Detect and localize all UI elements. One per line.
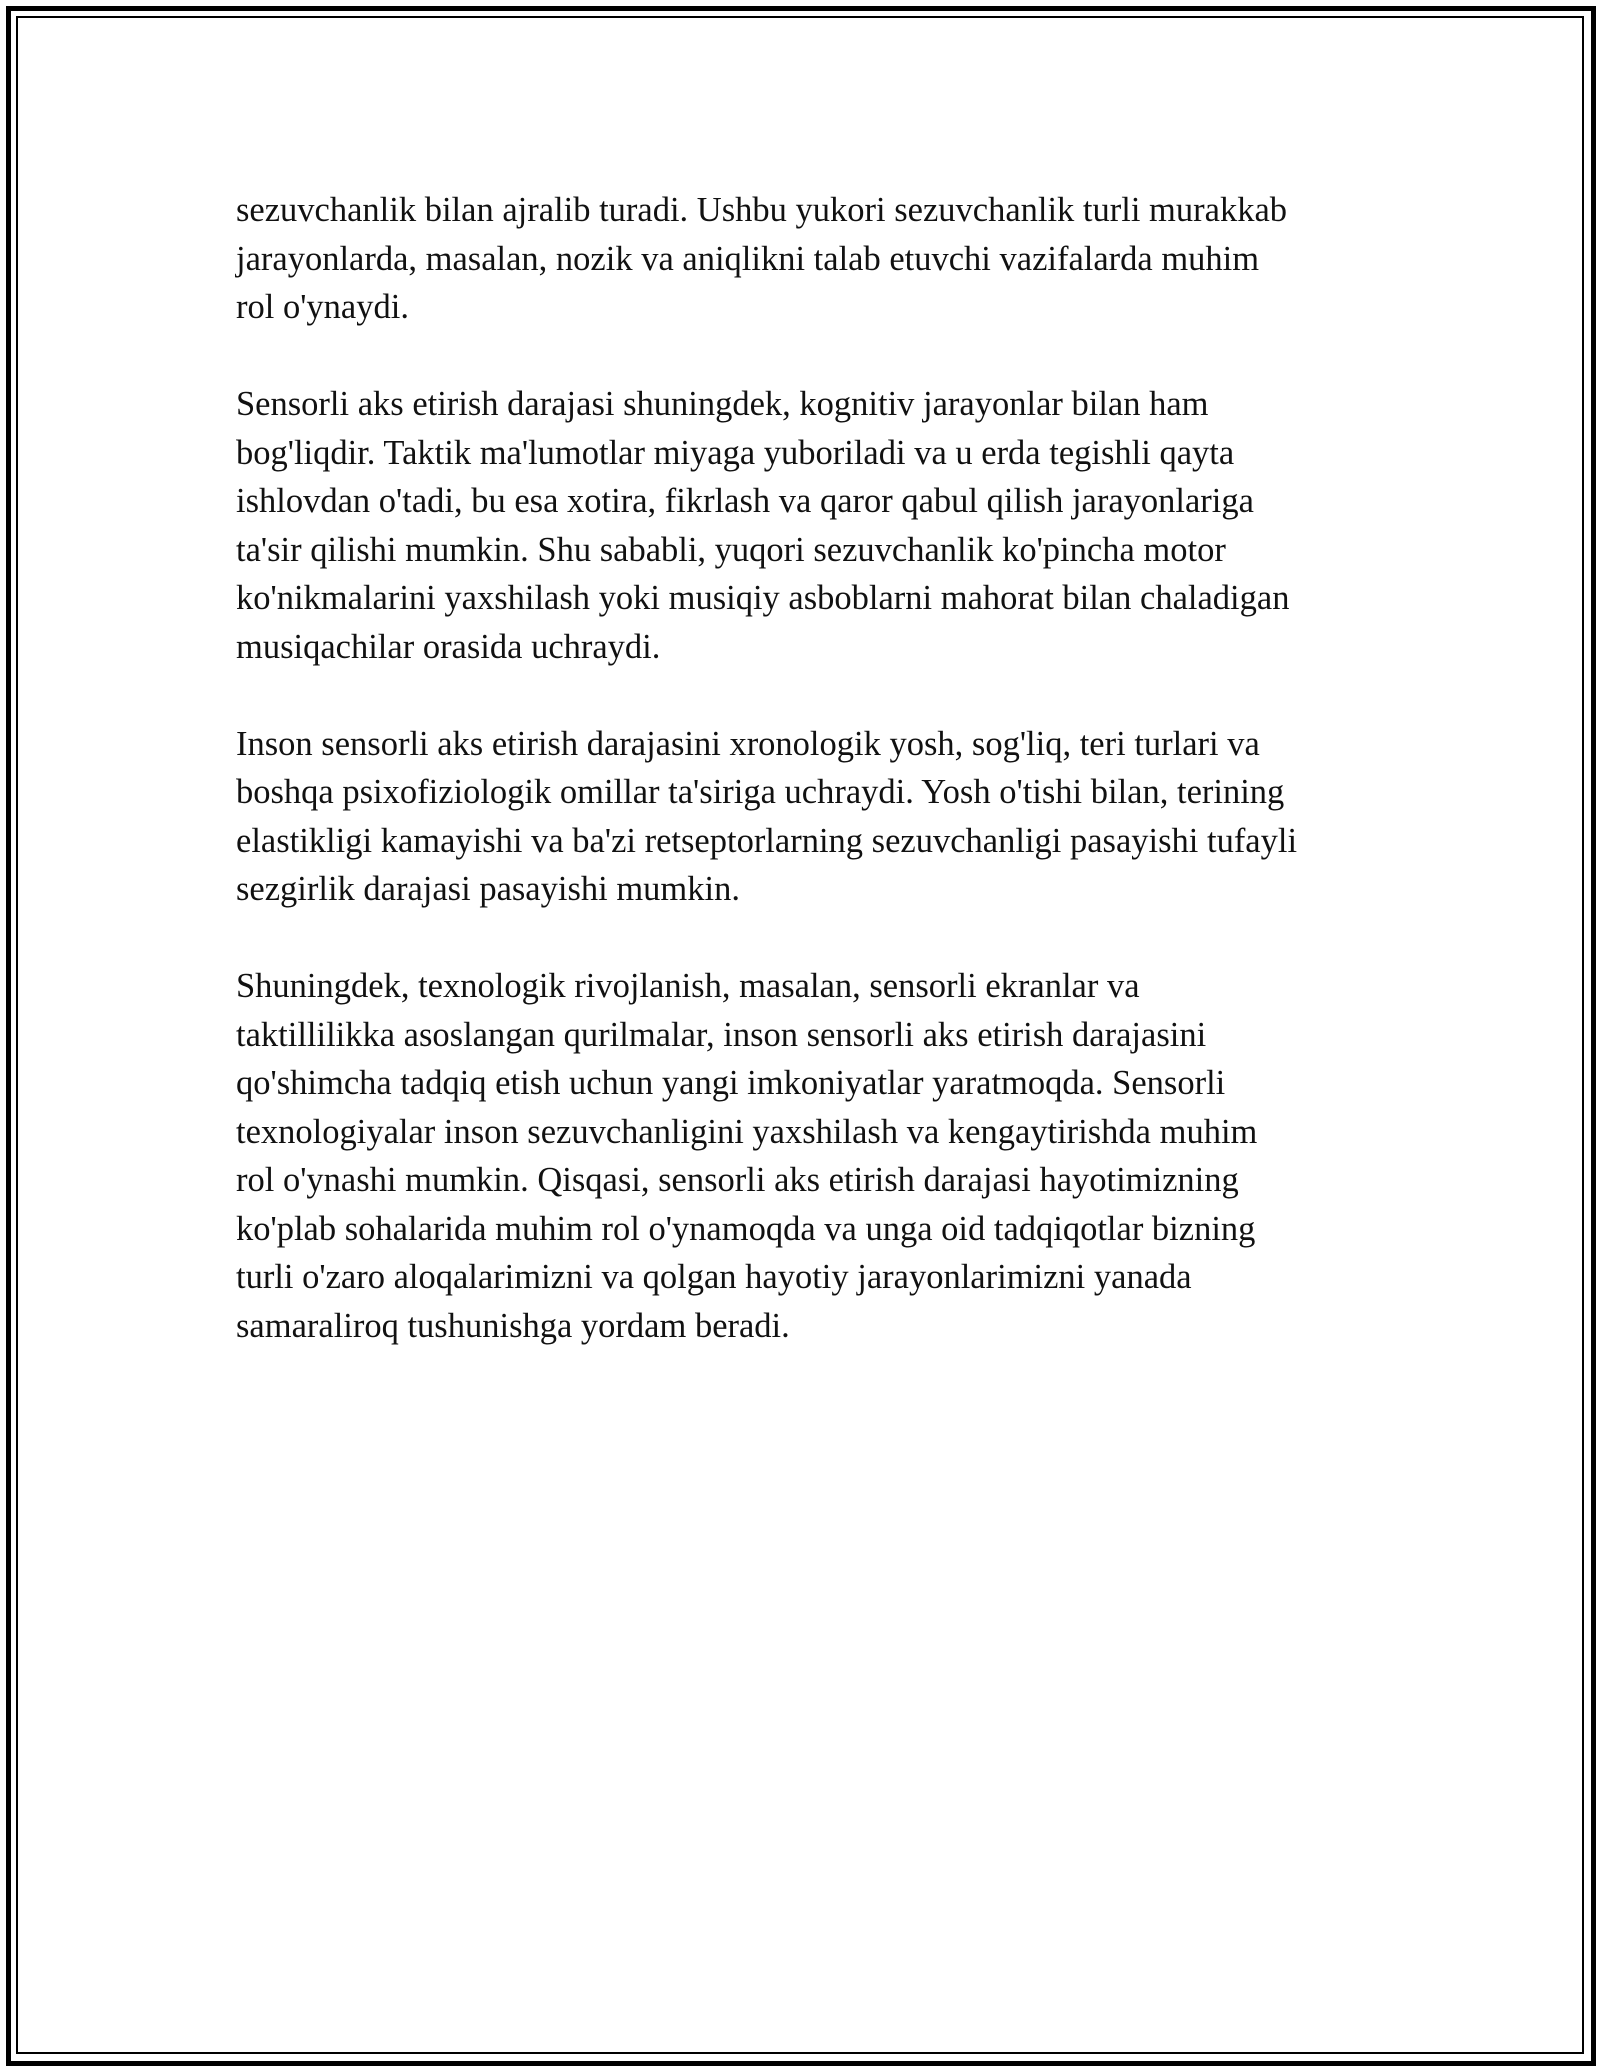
text-line: Inson sensorli aks etirish darajasini xronologik yosh, sog'liq, teri turlari va <box>236 724 1260 763</box>
text-line: musiqachilar orasida uchraydi. <box>236 627 661 666</box>
paragraph-1 <box>236 186 1386 332</box>
text-line: Shuningdek, texnologik rivojlanish, masalan, sensorli ekranlar va <box>236 967 1140 1005</box>
text-line: texnologiyalar inson sezuvchanligini yaxshilash va kengaytirishda muhim <box>236 1112 1258 1151</box>
document-body <box>236 186 1386 1399</box>
text-line: rol o'ynashi mumkin. Qisqasi, sensorli aks etirish darajasi hayotimizning <box>236 1161 1239 1199</box>
paragraph-2 <box>236 380 1386 671</box>
text-line: ko'plab sohalarida muhim rol o'ynamoqda va unga oid tadqiqotlar bizning <box>236 1209 1256 1248</box>
text-line: rol o'ynaydi. <box>236 288 409 326</box>
text-line: bog'liqdir. Taktik ma'lumotlar miyaga yuboriladi va u erda tegishli qayta <box>236 433 1235 472</box>
text-line: samaraliroq tushunishga yordam beradi. <box>236 1306 790 1345</box>
text-line: ishlovdan o'tadi, bu esa xotira, fikrlash va qaror qabul qilish jarayonlariga <box>236 482 1254 520</box>
text-line: boshqa psixofiziologik omillar ta'siriga uchraydi. Yosh o'tishi bilan, terining <box>236 773 1285 811</box>
paragraph-4 <box>236 962 1386 1350</box>
text-line: Sensorli aks etirish darajasi shuningdek, kognitiv jarayonlar bilan ham <box>236 385 1209 423</box>
text-line: qo'shimcha tadqiq etish uchun yangi imkoniyatlar yaratmoqda. Sensorli <box>236 1064 1226 1102</box>
text-line: taktillilikka asoslangan qurilmalar, inson sensorli aks etirish darajasini <box>236 1015 1207 1054</box>
text-line: ko'nikmalarini yaxshilash yoki musiqiy asboblarni mahorat bilan chaladigan <box>236 579 1290 617</box>
text-line: elastikligi kamayishi va ba'zi retseptorlarning sezuvchanligi pasayishi tufayli <box>236 821 1298 860</box>
text-line: sezuvchanlik bilan ajralib turadi. Ushbu yukori sezuvchanlik turli murakkab <box>236 191 1288 229</box>
paragraph-3 <box>236 720 1386 914</box>
text-line: ta'sir qilishi mumkin. Shu sababli, yuqori sezuvchanlik ko'pincha motor <box>236 530 1226 569</box>
text-line: turli o'zaro aloqalarimizni va qolgan hayotiy jarayonlarimizni yanada <box>236 1258 1192 1296</box>
text-line: sezgirlik darajasi pasayishi mumkin. <box>236 870 740 908</box>
text-line: jarayonlarda, masalan, nozik va aniqlikni talab etuvchi vazifalarda muhim <box>236 239 1260 278</box>
